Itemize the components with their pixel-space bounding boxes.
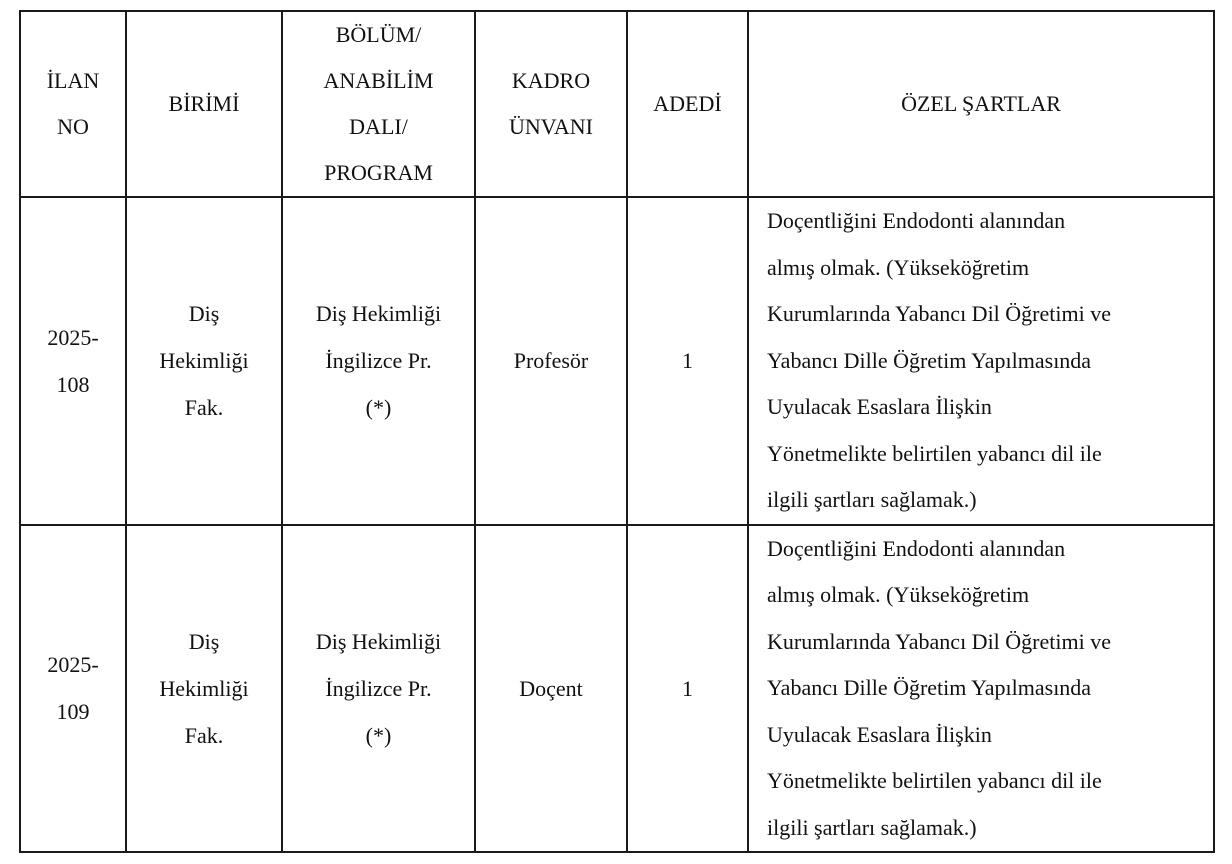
- cell-kadro: Doçent: [475, 525, 627, 853]
- cell-bolum: Diş Hekimliği İngilizce Pr. (*): [282, 525, 475, 853]
- header-adedi: ADEDİ: [627, 11, 748, 197]
- header-birimi: BİRİMİ: [126, 11, 282, 197]
- cell-ilan-no: 2025- 108: [20, 197, 126, 525]
- table-row: [20, 197, 1214, 525]
- header-ilan-no: İLAN NO: [20, 11, 126, 197]
- cell-adet: 1: [627, 197, 748, 525]
- cell-adet: 1: [627, 525, 748, 853]
- cell-kadro: Profesör: [475, 197, 627, 525]
- cell-birim: Diş Hekimliği Fak.: [126, 197, 282, 525]
- cell-ozel-sartlar: Doçentliğini Endodonti alanından almış olmak. (Yükseköğretim Kurumlarında Yabancı Dil Öğretimi ve Yabancı Dille Öğretim Yapılmasında Uyulacak Esaslara İlişkin Yönetmelikte belirtilen yabancı dil ile ilgili şartları sağlamak.): [748, 525, 1214, 853]
- cell-birim: Diş Hekimliği Fak.: [126, 525, 282, 853]
- table-header-row: [20, 11, 1214, 197]
- cell-ilan-no: 2025- 109: [20, 525, 126, 853]
- cell-bolum: Diş Hekimliği İngilizce Pr. (*): [282, 197, 475, 525]
- table-row: [20, 525, 1214, 853]
- header-kadro-unvani: KADRO ÜNVANI: [475, 11, 627, 197]
- cell-ozel-sartlar: Doçentliğini Endodonti alanından almış olmak. (Yükseköğretim Kurumlarında Yabancı Dil Öğretimi ve Yabancı Dille Öğretim Yapılmasında Uyulacak Esaslara İlişkin Yönetmelikte belirtilen yabancı dil ile ilgili şartları sağlamak.): [748, 197, 1214, 525]
- header-ozel-sartlar: ÖZEL ŞARTLAR: [748, 11, 1214, 197]
- announcement-table: [19, 10, 1215, 853]
- header-bolum: BÖLÜM/ ANABİLİM DALI/ PROGRAM: [282, 11, 475, 197]
